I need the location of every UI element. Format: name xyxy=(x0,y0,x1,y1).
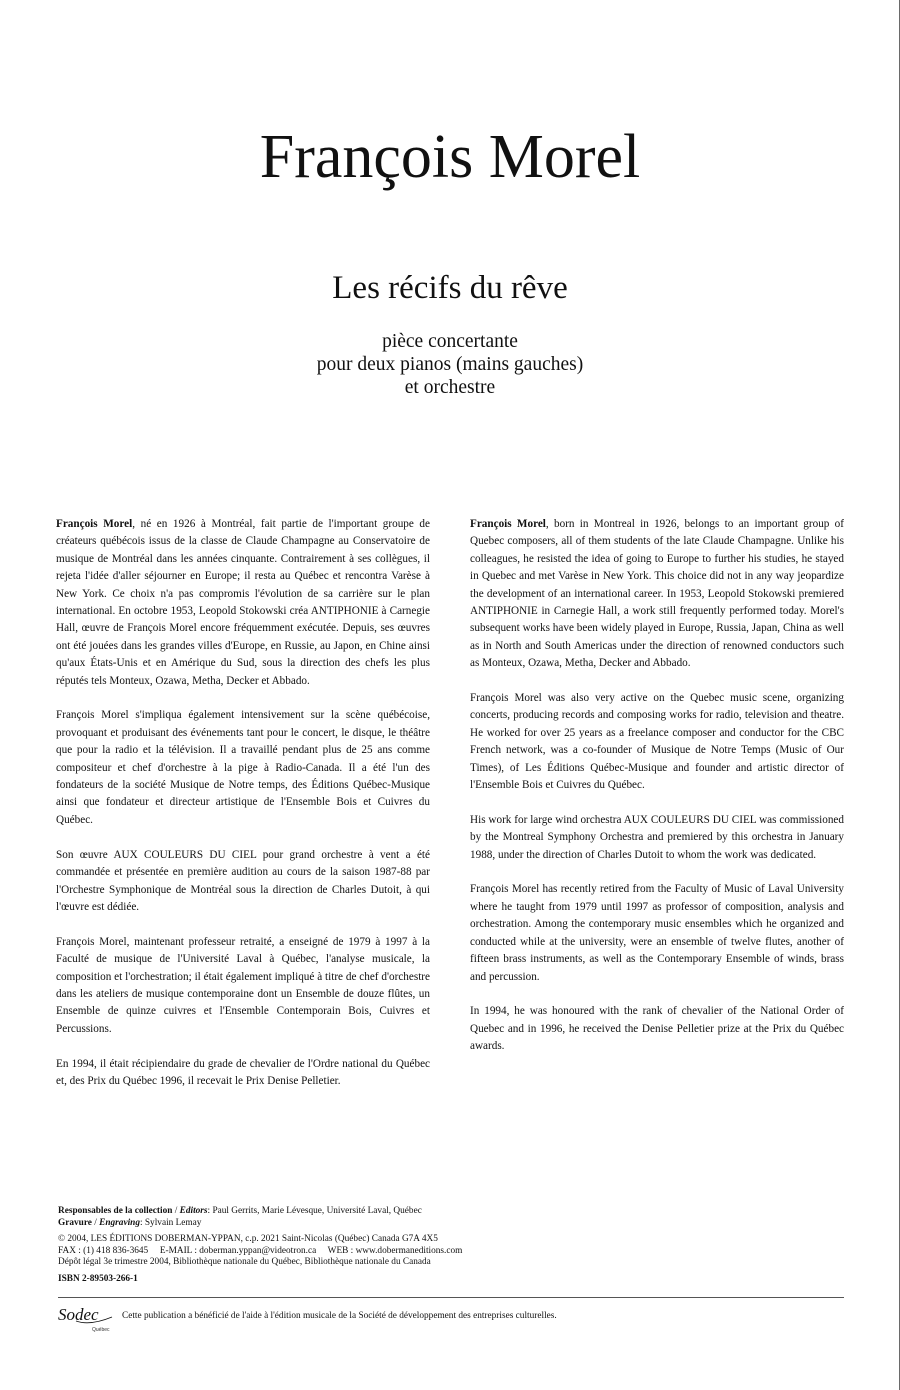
bio-fr-paragraph-3: Son œuvre AUX COULEURS DU CIEL pour grand orchestre à vent a été commandée et présentée en première audition au cours de la saison 1987-88 par l'Orchestre Symphonique de Montréal sous la direction de Charles Dutoit, à qui l'œuvre est dédiée. xyxy=(56,848,430,913)
editors-line: Responsables de la collection / Editors: Paul Gerrits, Marie Lévesque, Université Laval, Québec xyxy=(58,1206,422,1216)
bio-en-paragraph-4: François Morel has recently retired from the Faculty of Music of Laval University where he taught from 1979 until 1997 as professor of composition, analysis and orchestration. Among the contemporary music ensembles which he organized and conducted while at the university, were an ensemble of twelve flutes, another of fifteen brass instruments, as well as the Contemporary Ensemble of winds, brass and percussion. xyxy=(470,883,844,983)
subtitle-line: pour deux pianos (mains gauches) xyxy=(316,354,584,375)
sodec-logo xyxy=(56,1303,118,1333)
isbn: ISBN 2-89503-266-1 xyxy=(58,1273,138,1284)
work-title: Les récifs du rêve xyxy=(332,270,568,306)
engraving-value: : Sylvain Lemay xyxy=(139,1217,202,1228)
engraving-line: Gravure / Engraving: Sylvain Lemay xyxy=(58,1217,202,1228)
sodec-logo-text: Sodec xyxy=(58,1305,99,1324)
editors-value: : Paul Gerrits, Marie Lévesque, Université Laval, Québec xyxy=(207,1206,422,1216)
sodec-logo-subtext: Québec xyxy=(92,1327,110,1333)
composer-name: François Morel xyxy=(259,123,641,191)
bio-fr-paragraph-4: François Morel, maintenant professeur retraité, a enseigné de 1979 à 1997 à la Faculté de musique de l'Université Laval à Québec, l'analyse musicale, la composition et l'orchestration; il était également impliqué à titre de chef d'orchestre dans les ateliers de musique contemporaine dont un Ensemble de douze flûtes, un Ensemble de quinze cuivres et l'Ensemble Contemporain Bois, Cuivres et Percussions. xyxy=(56,935,430,1035)
isbn-line xyxy=(58,1274,838,1286)
engraving-label-fr: Gravure xyxy=(58,1217,92,1228)
bio-fr-composer-name: François Morel xyxy=(56,518,133,530)
editors-label-en: Editors xyxy=(179,1206,208,1216)
funding-note: Cette publication a bénéficié de l'aide à l'édition musicale de la Société de développement des entreprises culturelles. xyxy=(122,1311,557,1321)
subtitle-line: et orchestre xyxy=(404,377,496,398)
bio-en-composer-name: François Morel xyxy=(470,518,546,530)
engraving-label-en: Engraving xyxy=(99,1217,140,1228)
contact-line: FAX : (1) 418 836-3645 E-MAIL : doberman.yppan@videotron.ca WEB : www.dobermaneditions.com xyxy=(58,1245,463,1256)
bio-en-paragraph-1-text: , born in Montreal in 1926, belongs to an important group of Quebec composers, all of them students of the late Claude Champagne. Unlike his colleagues, he resisted the idea of going to Europe to further his studies, he stayed in Quebec and met Varèse in New York. This choice did not in any way jeopardize the development of an international career. In 1953, Leopold Stokowski premiered ANTIPHONIE in Carnegie Hall, a work still frequently performed today. Morel's subsequent works have been widely played in Europe, Russia, Japan, China as well as in North and South Americas under the direction of renowned conductors such as Monteux, Ozawa, Metha, Decker and Abbado. xyxy=(470,518,844,670)
copyright-line: © 2004, LES ÉDITIONS DOBERMAN-YPPAN, c.p. 2021 Saint-Nicolas (Québec) Canada G7A 4X5 xyxy=(58,1234,438,1245)
work-subtitle xyxy=(0,330,900,399)
bio-en-paragraph-2: François Morel was also very active on the Quebec music scene, organizing concerts, producing records and composing works for radio, television and theatre. He worked for over 25 years as a freelance composer and conductor for the CBC French network, was a co-founder of Musique de Notre Temps (Music of Our Times), of Les Éditions Québec-Musique and founder and artistic director of l'Ensemble Bois et Cuivres du Québec. xyxy=(470,692,844,792)
bio-fr-paragraph-1-text: , né en 1926 à Montréal, fait partie de l'important groupe de créateurs québécois issus de la classe de Claude Champagne au Conservatoire de musique de Montréal dans les années cinquante. Contrairement à ses collègues, il rejeta l'idée d'aller séjourner en Europe; il resta au Québec et rencontra Varèse à New York. Ce choix n'a pas compromis l'évolution de sa carrière sur le plan international. En octobre 1953, Leopold Stokowski créa ANTIPHONIE à Carnegie Hall, œuvre de François Morel encore fréquemment exécutée. Depuis, ses œuvres ont été jouées dans les grandes villes d'Europe, en Russie, au Japon, en Chine ainsi qu'aux États-Unis et en Amérique du Sud, sous la direction des chefs les plus réputés tels Monteux, Ozawa, Metha, Decker et Abbado. xyxy=(56,518,430,687)
bio-fr-paragraph-2: François Morel s'impliqua également intensivement sur la scène québécoise, provoquant et produisant des événements tant pour le concert, le disque, le théâtre que pour la radio et la télévision. Il a travaillé pendant plus de 25 ans comme compositeur et chef d'orchestre à la pige à Radio-Canada. Il a été l'un des fondateurs de la société Musique de Notre temps, des Éditions Québec-Musique ainsi que fondateur et directeur artistique de l'Ensemble Bois et Cuivres du Québec. xyxy=(56,709,430,826)
bio-en-paragraph-3: His work for large wind orchestra AUX COULEURS DU CIEL was commissioned by the Montreal Symphony Orchestra and premiered by this orchestra in January 1988, under the direction of Charles Dutoit to whom the work was dedicated. xyxy=(470,813,844,861)
bio-fr-paragraph-1 xyxy=(56,516,430,690)
bio-fr-paragraph-5: En 1994, il était récipiendaire du grade de chevalier de l'Ordre national du Québec et, des Prix du Québec 1996, il recevait le Prix Denise Pelletier. xyxy=(56,1057,430,1087)
legal-deposit-line: Dépôt légal 3e trimestre 2004, Bibliothèque nationale du Québec, Bibliothèque nationale du Canada xyxy=(58,1257,431,1268)
biography-french xyxy=(56,516,430,1108)
bio-en-paragraph-1 xyxy=(470,516,844,673)
bio-en-paragraph-5: In 1994, he was honoured with the rank of chevalier of the National Order of Quebec and in 1996, he received the Denise Pelletier prize at the Prix du Québec awards. xyxy=(470,1005,844,1053)
footer-divider xyxy=(58,1297,844,1298)
editors-label-fr: Responsables de la collection xyxy=(58,1206,173,1216)
biography-english xyxy=(470,516,844,1073)
publication-credits xyxy=(58,1206,838,1286)
subtitle-line: pièce concertante xyxy=(382,331,518,352)
